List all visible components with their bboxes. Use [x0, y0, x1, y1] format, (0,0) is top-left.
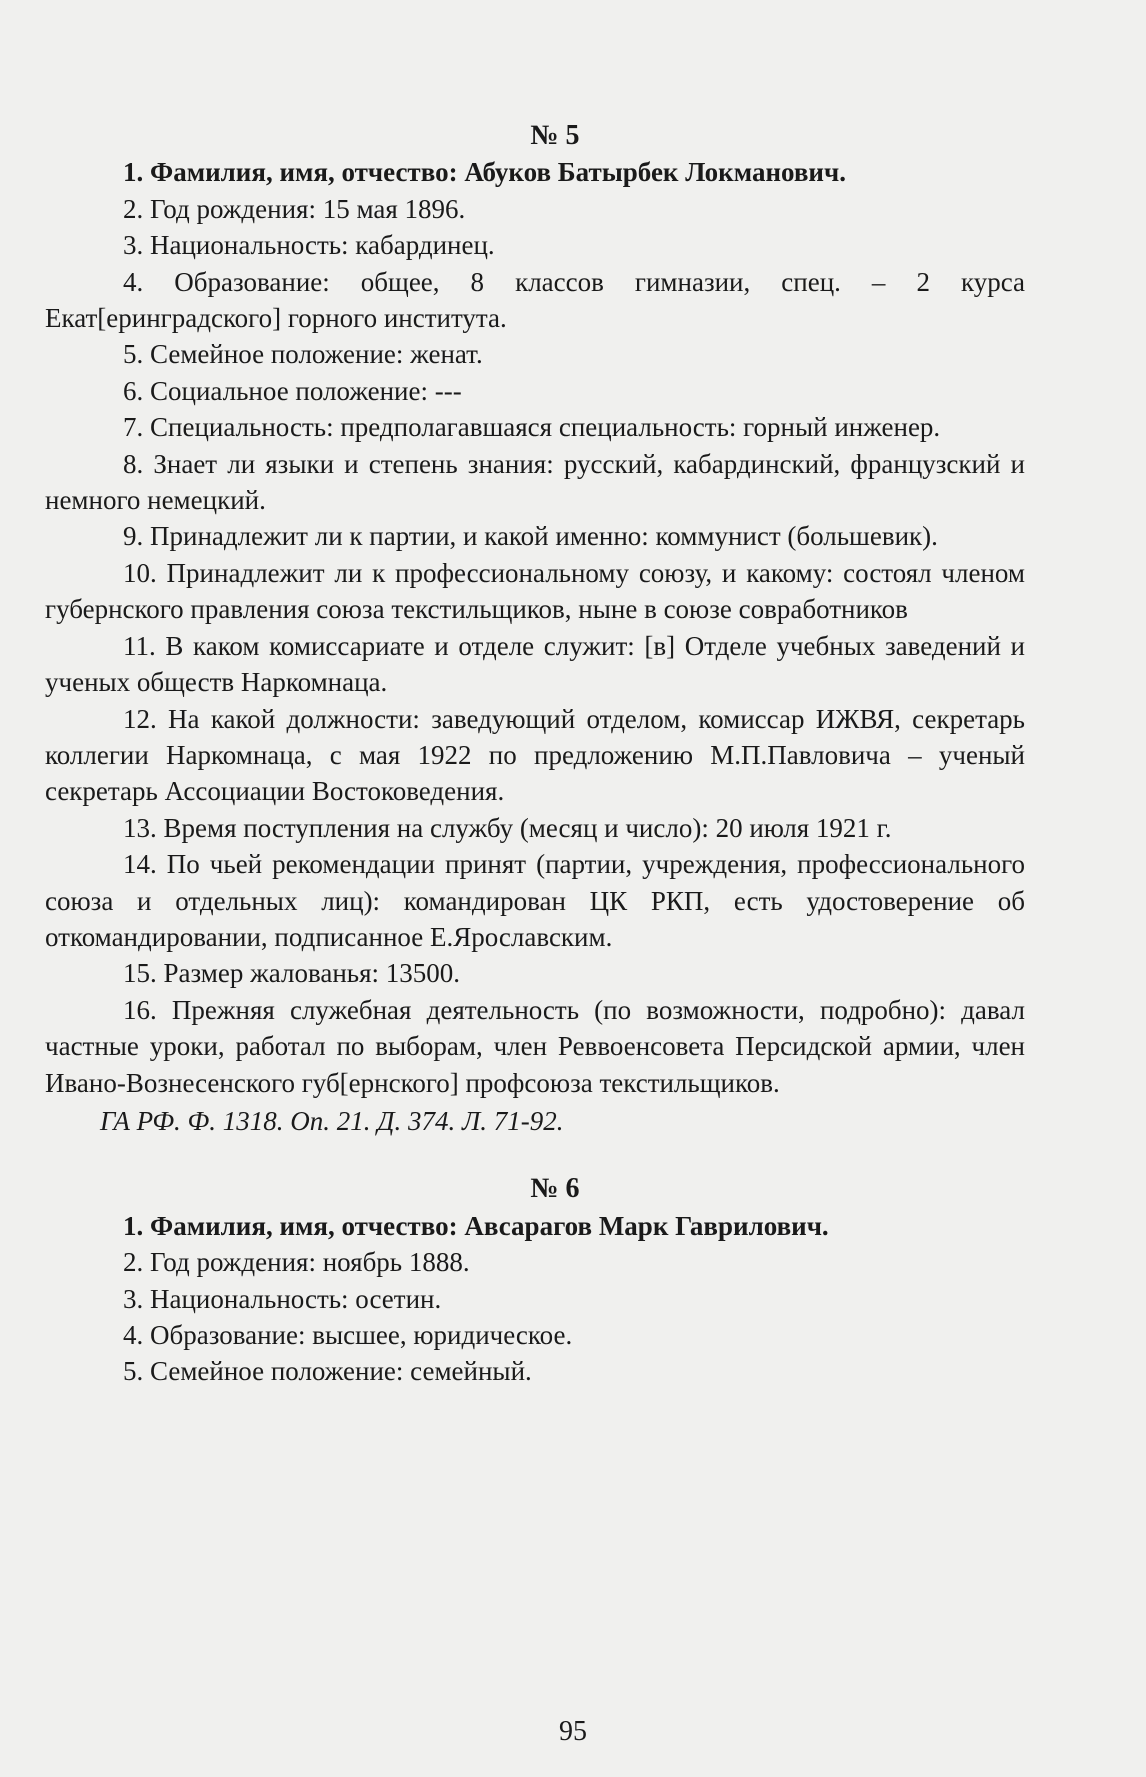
doc5-item-16: 16. Прежняя служебная деятельность (по возможности, подробно): давал частные уроки, работал по выборам, член Реввоенсовета Персидской армии, член Ивано-Вознесенского губ[ернского] профсоюза текстильщиков.	[45, 994, 1025, 1098]
doc5-item-15: 15. Размер жалованья: 13500.	[123, 958, 461, 989]
doc5-item-2: 2. Год рождения: 15 мая 1896.	[123, 193, 466, 224]
page-text	[45, 118, 1025, 1390]
doc5-number: № 5	[530, 120, 580, 151]
doc5-item-6: 6. Социальное положение: ---	[123, 375, 462, 406]
doc5-item-12: 12. На какой должности: заведующий отделом, комиссар ИЖВЯ, секретарь коллегии Наркомнаца, с мая 1922 по предложению М.П.Павловича – ученый секретарь Ассоциации Востоковедения.	[45, 703, 1025, 807]
doc5-item-8: 8. Знает ли языки и степень знания: русский, кабардинский, французский и немного немецкий.	[45, 448, 1025, 516]
doc5-item-14: 14. По чьей рекомендации принят (партии, учреждения, профессионального союза и отдельных лиц): командирован ЦК РКП, есть удостоверение об откомандировании, подписанное Е.Ярославским.	[45, 849, 1025, 952]
doc6-number: № 6	[530, 1173, 580, 1205]
doc5-item-9: 9. Принадлежит ли к партии, и какой именно: коммунист (большевик).	[123, 521, 938, 552]
doc6-item-4: 4. Образование: высшее, юридическое.	[123, 1320, 573, 1350]
doc6-item-3: 3. Национальность: осетин.	[123, 1283, 442, 1314]
page-number: 95	[559, 1716, 587, 1747]
doc5-item-3: 3. Национальность: кабардинец.	[123, 230, 495, 261]
doc5-item-11: 11. В каком комиссариате и отделе служит: [в] Отделе учебных заведений и ученых обществ Наркомнаца.	[45, 630, 1025, 698]
doc5-item-13: 13. Время поступления на службу (месяц и число): 20 июля 1921 г.	[123, 812, 892, 843]
doc6-item-1: 1. Фамилия, имя, отчество: Авсарагов Марк Гаврилович.	[123, 1210, 829, 1241]
section-gap	[45, 1139, 1025, 1171]
doc5-item-5: 5. Семейное положение: женат.	[123, 339, 483, 370]
doc5-source: ГА РФ. Ф. 1318. Оп. 21. Д. 374. Л. 71-92.	[100, 1105, 564, 1136]
doc5-item-1: 1. Фамилия, имя, отчество: Абуков Батырбек Локманович.	[123, 157, 846, 188]
doc5-item-10: 10. Принадлежит ли к профессиональному союзу, и какому: состоял членом губернского правления союза текстильщиков, ныне в союзе совработников	[45, 557, 1025, 625]
doc6-item-2: 2. Год рождения: ноябрь 1888.	[123, 1247, 470, 1278]
doc6-item-5: 5. Семейное положение: семейный.	[123, 1356, 532, 1387]
doc5-item-4: 4. Образование: общее, 8 классов гимназии, спец. – 2 курса Екат[еринградского] горного института.	[45, 266, 1025, 334]
doc5-item-7: 7. Специальность: предполагавшаяся специальность: горный инженер.	[123, 412, 941, 443]
